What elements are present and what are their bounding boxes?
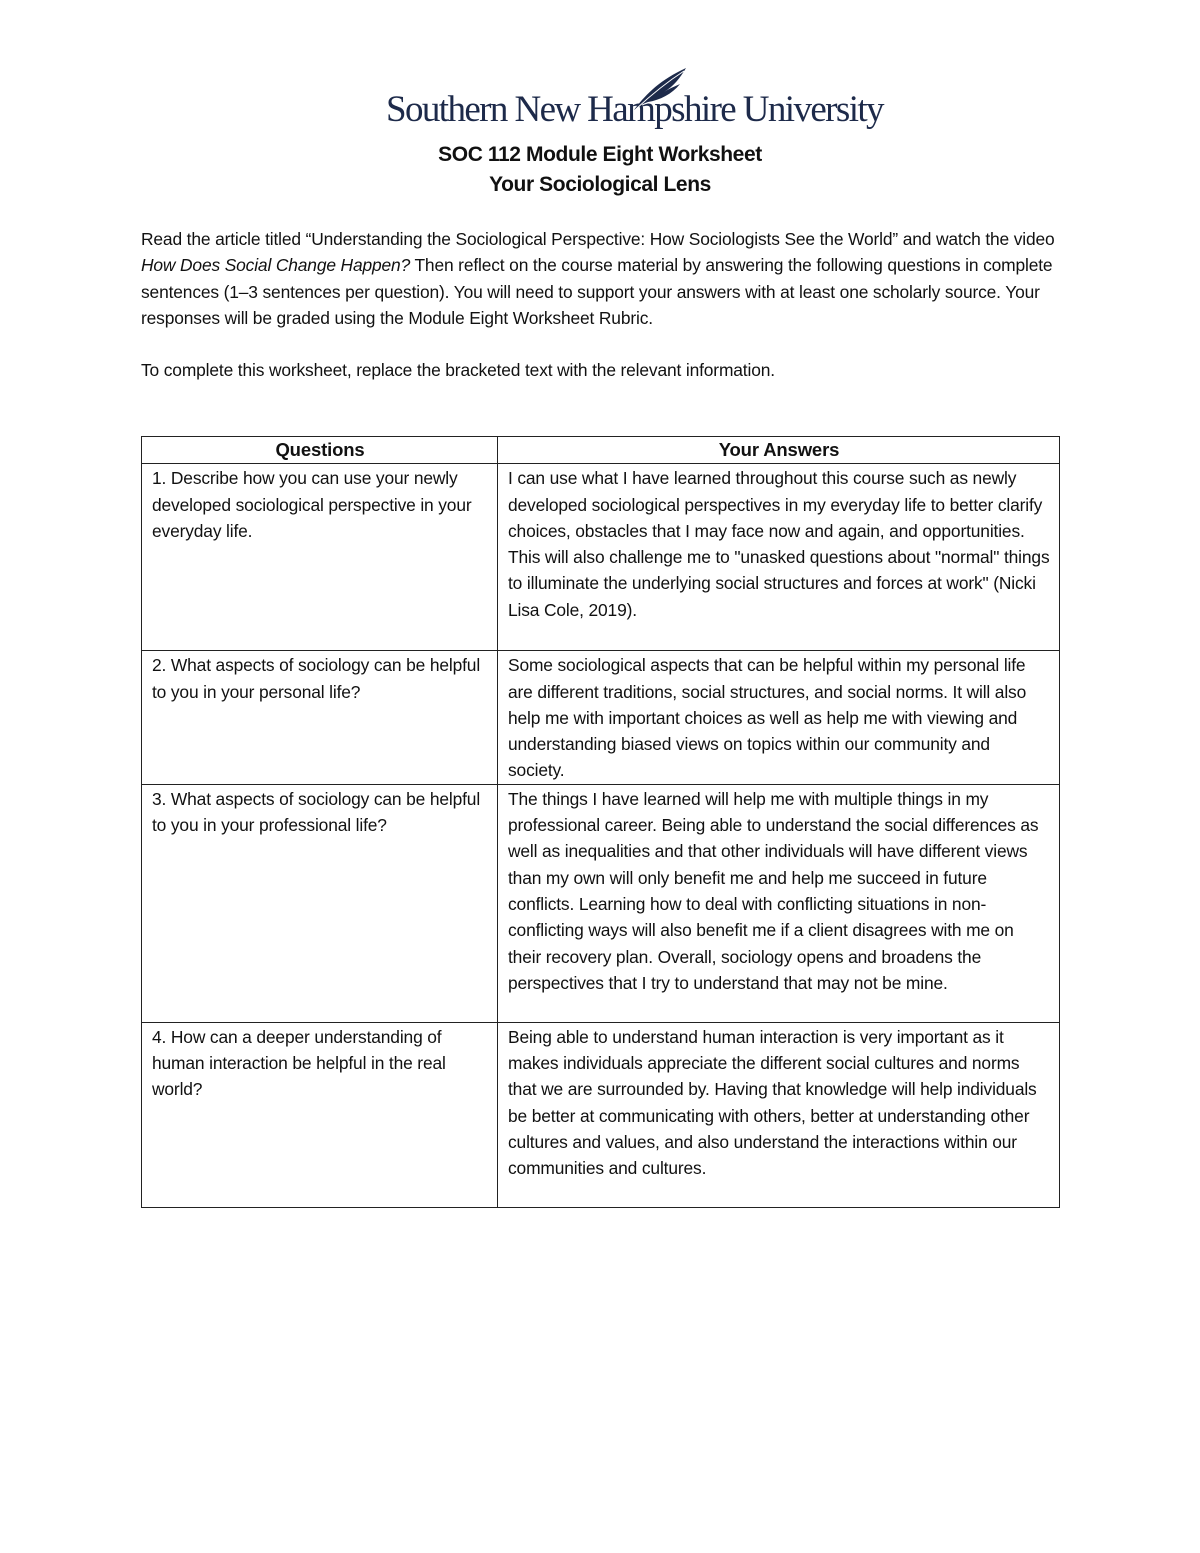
question-cell: 1. Describe how you can use your newly developed sociological perspective in your everyday life. xyxy=(142,464,498,651)
answer-cell[interactable]: Some sociological aspects that can be helpful within my personal life are different traditions, social structures, and social norms. It will also help me with important choices as well as help me with viewing and understanding biased views on topics within our community and society. xyxy=(498,651,1060,784)
table-row xyxy=(142,784,1060,1022)
instructions-text-start: Read the article titled “Understanding the Sociological Perspective: How Sociologists See the World” and watch the video xyxy=(141,229,1055,249)
worksheet-subtitle: Your Sociological Lens xyxy=(489,173,711,196)
table-row xyxy=(142,1022,1060,1207)
worksheet-title-block xyxy=(0,140,1200,200)
worksheet-title: SOC 112 Module Eight Worksheet xyxy=(438,143,762,166)
table-row xyxy=(142,464,1060,651)
replace-instructions: To complete this worksheet, replace the bracketed text with the relevant information. xyxy=(141,360,775,381)
questions-answers-table xyxy=(141,436,1060,1208)
video-title: How Does Social Change Happen? xyxy=(141,255,411,276)
answer-cell[interactable]: Being able to understand human interaction is very important as it makes individuals appreciate the different social cultures and norms that we are surrounded by. Having that knowledge will help individuals be better at communicating with others, better at understanding other cultures and values, and also understand the interactions within our communities and cultures. xyxy=(498,1022,1060,1207)
instructions xyxy=(141,226,1071,383)
logo-wordmark: Southern New Hampshire University xyxy=(386,89,883,130)
questions-column-header: Questions xyxy=(142,437,498,464)
question-cell: 2. What aspects of sociology can be helpful to you in your personal life? xyxy=(142,651,498,784)
answer-cell[interactable]: I can use what I have learned throughout this course such as newly developed sociological perspectives in my everyday life to better clarify choices, obstacles that I may face now and again, and opportunities. This will also challenge me to "unasked questions about "normal" things to illuminate the underlying social structures and forces at work" (Nicki Lisa Cole, 2019). xyxy=(498,464,1060,651)
university-logo xyxy=(386,66,883,136)
question-cell: 3. What aspects of sociology can be helpful to you in your professional life? xyxy=(142,784,498,1022)
answer-cell[interactable]: The things I have learned will help me with multiple things in my professional career. Being able to understand the social differences as well as inequalities and that other individuals will have different views than my own will only benefit me and help me succeed in future conflicts. Learning how to deal with conflicting situations in non-conflicting ways will also benefit me if a client disagrees with me on their recovery plan. Overall, sociology opens and broadens the perspectives that I try to understand that may not be mine. xyxy=(498,784,1060,1022)
answers-column-header: Your Answers xyxy=(498,437,1060,464)
table-row xyxy=(142,651,1060,784)
table-header-row xyxy=(142,437,1060,464)
instructions-text-end: Then reflect on the course material by answering the following questions in complete sentences (1–3 sentences per question). You will need to support your answers with at least one scholarly source. Your responses will be graded using the Module Eight Worksheet Rubric. xyxy=(141,255,1053,328)
feather-icon xyxy=(630,66,690,112)
instructions-paragraph xyxy=(141,226,1071,331)
question-cell: 4. How can a deeper understanding of human interaction be helpful in the real world? xyxy=(142,1022,498,1207)
